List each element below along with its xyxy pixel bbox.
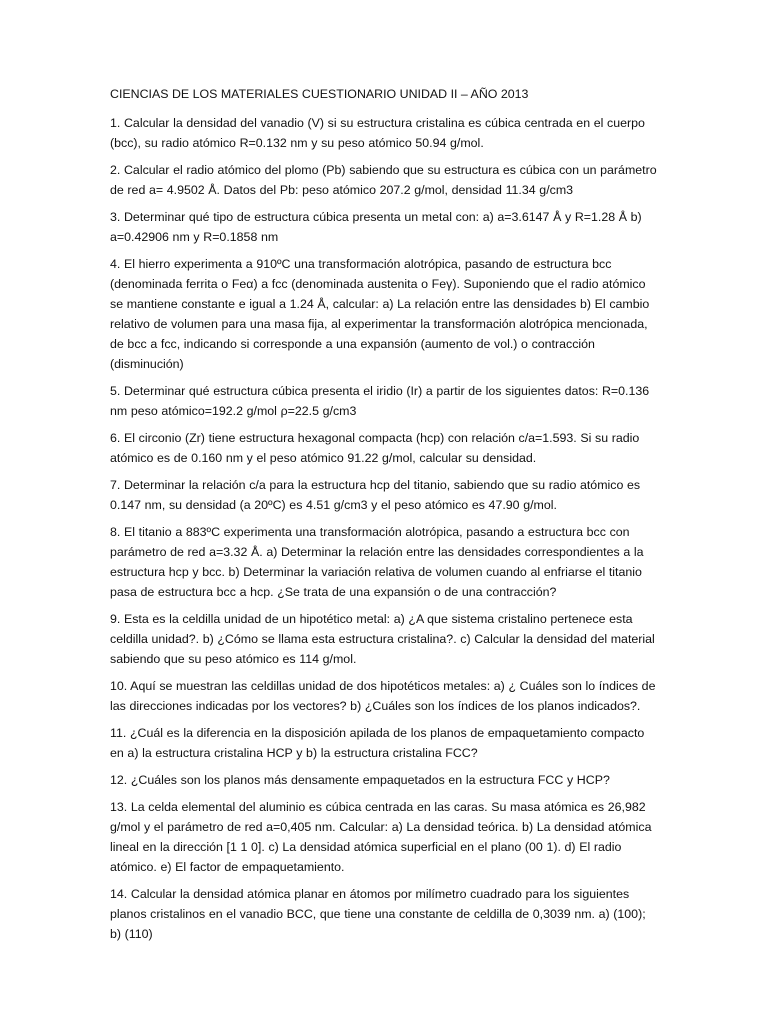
question-3: 3. Determinar qué tipo de estructura cúbica presenta un metal con: a) a=3.6147 Å y R=1.28 Å b) a=0.42906 nm y R=0.1858 nm bbox=[110, 210, 642, 244]
question-8: 8. El titanio a 883ºC experimenta una transformación alotrópica, pasando a estructura bcc con parámetro de red a=3.32 Å. a) Determinar la relación entre las densidades correspondientes a la estructura hcp y bcc. b) Determinar la variación relativa de volumen cuando al enfriarse el titanio pasa de estructura bcc a hcp. ¿Se trata de una expansión o de una contracción? bbox=[110, 525, 644, 599]
question-10: 10. Aquí se muestran las celdillas unidad de dos hipotéticos metales: a) ¿ Cuáles son lo índices de las direcciones indicadas por los vectores? b) ¿Cuáles son los índices de los planos indicados?. bbox=[110, 679, 656, 713]
question-4: 4. El hierro experimenta a 910ºC una transformación alotrópica, pasando de estructura bcc (denominada ferrita o Feα) a fcc (denominada austenita o Feγ). Suponiendo que el radio atómico se mantiene constante e igual a 1.24 Å, calcular: a) La relación entre las densidades b) El cambio relativo de volumen para una masa fija, al experimentar la transformación alotrópica mencionada, de bcc a fcc, indicando si corresponde a una expansión (aumento de vol.) o contracción (disminución) bbox=[110, 257, 650, 371]
question-9: 9. Esta es la celdilla unidad de un hipotético metal: a) ¿A que sistema cristalino pertenece esta celdilla unidad?. b) ¿Cómo se llama esta estructura cristalina?. c) Calcular la densidad del material sabiendo que su peso atómico es 114 g/mol. bbox=[110, 612, 655, 666]
document-body bbox=[110, 84, 658, 951]
question-13: 13. La celda elemental del aluminio es cúbica centrada en las caras. Su masa atómica es 26,982 g/mol y el parámetro de red a=0,405 nm. Calcular: a) La densidad teórica. b) La densidad atómica lineal en la dirección [1 1 0]. c) La densidad atómica superficial en el plano (00 1). d) El radio atómico. e) El factor de empaquetamiento. bbox=[110, 800, 652, 874]
question-1: 1. Calcular la densidad del vanadio (V) si su estructura cristalina es cúbica centrada en el cuerpo (bcc), su radio atómico R=0.132 nm y su peso atómico 50.94 g/mol. bbox=[110, 116, 645, 150]
question-11: 11. ¿Cuál es la diferencia en la disposición apilada de los planos de empaquetamiento compacto en a) la estructura cristalina HCP y b) la estructura cristalina FCC? bbox=[110, 726, 645, 760]
question-14: 14. Calcular la densidad atómica planar en átomos por milímetro cuadrado para los siguientes planos cristalinos en el vanadio BCC, que tiene una constante de celdilla de 0,3039 nm. a) (100); b) (110) bbox=[110, 887, 646, 941]
question-6: 6. El circonio (Zr) tiene estructura hexagonal compacta (hcp) con relación c/a=1.593. Si su radio atómico es de 0.160 nm y el peso atómico 91.22 g/mol, calcular su densidad. bbox=[110, 431, 640, 465]
question-2: 2. Calcular el radio atómico del plomo (Pb) sabiendo que su estructura es cúbica con un parámetro de red a= 4.9502 Å. Datos del Pb: peso atómico 207.2 g/mol, densidad 11.34 g/cm3 bbox=[110, 163, 657, 197]
question-12: 12. ¿Cuáles son los planos más densamente empaquetados en la estructura FCC y HCP? bbox=[110, 773, 610, 787]
question-5: 5. Determinar qué estructura cúbica presenta el iridio (Ir) a partir de los siguientes datos: R=0.136 nm peso atómico=192.2 g/mol ρ=22.5 g/cm3 bbox=[110, 384, 650, 418]
document-title: CIENCIAS DE LOS MATERIALES CUESTIONARIO UNIDAD II – AÑO 2013 bbox=[110, 87, 529, 101]
question-7: 7. Determinar la relación c/a para la estructura hcp del titanio, sabiendo que su radio atómico es 0.147 nm, su densidad (a 20ºC) es 4.51 g/cm3 y el peso atómico es 47.90 g/mol. bbox=[110, 478, 641, 512]
